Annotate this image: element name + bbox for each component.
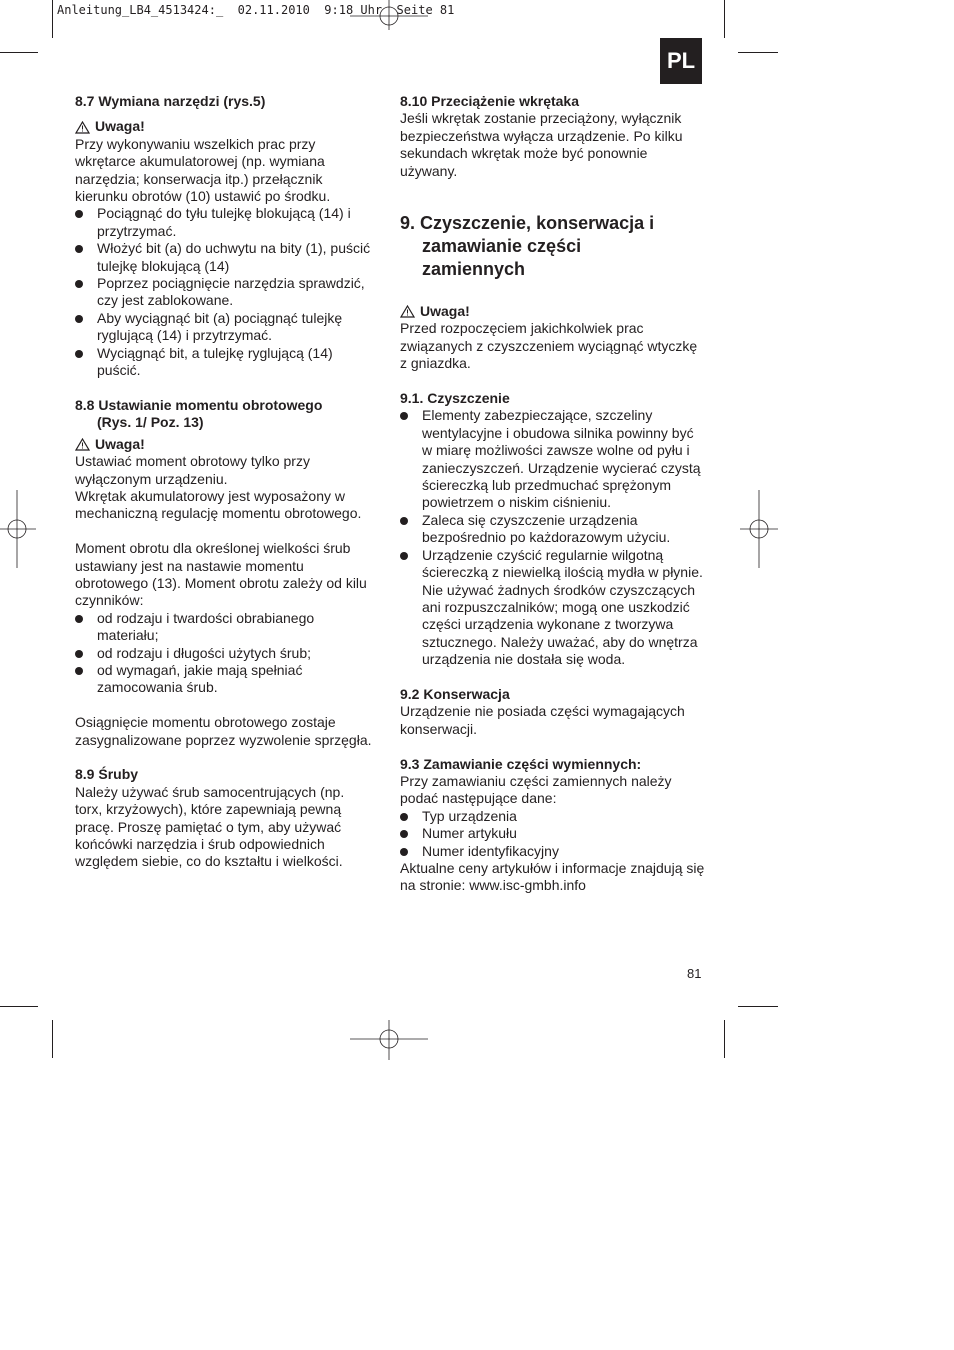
bullet-list	[75, 205, 375, 379]
paragraph: Osiągnięcie momentu obrotowego zostaje zasygnalizowane poprzez wyzwolenie sprzęgła.	[75, 714, 372, 748]
warning-label: Uwaga!	[400, 303, 705, 320]
paragraph: Ustawiać moment obrotowy tylko przy wyłączonym urządzeniu.	[75, 453, 310, 487]
section-title: 9.2 Konserwacja	[400, 685, 510, 702]
list-item: Aby wyciągnąć bit (a) pociągnąć tulejkę ryglującą (14) i przytrzymać.	[75, 310, 375, 345]
list-item: Włożyć bit (a) do uchwytu na bity (1), puścić tulejkę blokującą (14)	[75, 240, 375, 275]
registration-mark-icon	[350, 0, 428, 30]
bullet-icon	[75, 667, 83, 675]
paragraph: Wkrętak akumulatorowy jest wyposażony w mechaniczną regulację momentu obrotowego.	[75, 487, 362, 522]
warning-triangle-icon	[75, 438, 90, 451]
section-title: 9.1. Czyszczenie	[400, 390, 510, 407]
list-item: od rodzaju i długości użytych śrub;	[75, 645, 375, 662]
crop-mark	[724, 1020, 725, 1058]
bullet-icon	[400, 813, 408, 821]
list-item: Poprzez pociągnięcie narzędzia sprawdzić, czy jest zablokowane.	[75, 275, 375, 310]
paragraph: Przed rozpoczęciem jakichkolwiek prac związanych z czyszczeniem wyciągnąć wtyczkę z gniazdka.	[400, 320, 698, 372]
paragraph: Jeśli wkrętak zostanie przeciążony, wyłącznik bezpieczeństwa wyłącza urządzenie. Po kilku sekundach wkrętak może być ponownie używany.	[400, 110, 683, 179]
bullet-icon	[400, 552, 408, 560]
warning-triangle-icon	[75, 121, 90, 134]
paragraph: Przy zamawianiu części zamiennych należy podać następujące dane:	[400, 772, 672, 807]
bullet-icon	[75, 615, 83, 623]
bullet-icon	[75, 350, 83, 358]
bullet-icon	[75, 245, 83, 253]
section-title: 9.3 Zamawianie części wymiennych:	[400, 755, 642, 772]
section-title-continued: (Rys. 1/ Poz. 13)	[97, 414, 204, 431]
section-title: 8.7 Wymiana narzędzi (rys.5)	[75, 93, 266, 109]
crop-mark	[52, 1020, 53, 1058]
bullet-icon	[400, 517, 408, 525]
bullet-icon	[75, 210, 83, 218]
crop-mark	[738, 52, 778, 53]
warning-label: Uwaga!	[75, 118, 375, 135]
list-item: Wyciągnąć bit, a tulejkę ryglującą (14) puścić.	[75, 345, 375, 380]
list-item: od rodzaju i twardości obrabianego materiału;	[75, 610, 375, 645]
page-number: 81	[687, 966, 702, 981]
registration-mark-icon	[350, 1020, 428, 1060]
chapter-title-continued: zamiennych	[422, 259, 526, 280]
left-column	[75, 93, 375, 871]
bullet-list	[400, 407, 705, 668]
bullet-list	[75, 610, 375, 697]
registration-mark-icon	[0, 490, 36, 568]
list-item: Urządzenie czyścić regularnie wilgotną ściereczką z niewielką ilością mydła w płynie. Nie używać żadnych środków czyszczących ani rozpuszczalników; mogą one uszkodzić części urządzenia wykonane z tworzywa sztucznego. Należy uważać, aby do wnętrza urządzenia nie dostała się woda.	[400, 547, 705, 669]
bullet-icon	[75, 315, 83, 323]
list-item: od wymagań, jakie mają spełniać zamocowania śrub.	[75, 662, 375, 697]
language-badge: PL	[660, 38, 702, 84]
print-slug: Anleitung_LB4_4513424:_ 02.11.2010 9:18 Uhr Seite 81	[57, 3, 455, 17]
bullet-icon	[75, 280, 83, 288]
paragraph: Moment obrotu dla określonej wielkości śrub ustawiany jest na nastawie momentu obrotowego (13). Moment obrotu zależy od kilu czynników:	[75, 540, 367, 609]
crop-mark	[738, 1006, 778, 1007]
bullet-icon	[75, 650, 83, 658]
bullet-icon	[400, 848, 408, 856]
section-title: 8.8 Ustawianie momentu obrotowego	[75, 396, 323, 413]
paragraph: Urządzenie nie posiada części wymagających konserwacji.	[400, 703, 685, 737]
list-item: Numer identyfikacyjny	[400, 843, 705, 860]
warning-triangle-icon	[400, 305, 415, 318]
list-item: Elementy zabezpieczające, szczeliny wentylacyjne i obudowa silnika powinny być w miarę możliwości zawsze wolne od pyłu i zanieczyszczeń. Urządzenie wycierać czystą ściereczką lub przedmuchać sprężonym powietrzem o niskim ciśnieniu.	[400, 407, 705, 511]
crop-mark	[0, 1006, 38, 1007]
paragraph: Aktualne ceny artykułów i informacje znajdują się na stronie: www.isc-gmbh.info	[400, 859, 705, 894]
paragraph: Należy używać śrub samocentrujących (np. torx, krzyżowych), które zapewniają pewną pracę. Proszę pamiętać o tym, aby używać końcówki narzędzia i śrub odpowiednich względem siebie, co do kształtu i wielkości.	[75, 783, 345, 870]
list-item: Zaleca się czyszczenie urządzenia bezpośrednio po każdorazowym użyciu.	[400, 512, 705, 547]
bullet-icon	[400, 830, 408, 838]
bullet-icon	[400, 412, 408, 420]
list-item: Numer artykułu	[400, 825, 705, 842]
bullet-list	[400, 808, 705, 860]
section-title: 8.10 Przeciążenie wkrętaka	[400, 93, 580, 109]
registration-mark-icon	[740, 490, 778, 568]
crop-mark	[0, 52, 38, 53]
chapter-title: 9. Czyszczenie, konserwacja i	[400, 213, 655, 234]
list-item: Typ urządzenia	[400, 808, 705, 825]
chapter-title-continued: zamawianie części	[422, 236, 582, 257]
right-column	[400, 93, 705, 895]
crop-mark	[52, 0, 53, 38]
list-item: Pociągnąć do tyłu tulejkę blokującą (14) i przytrzymać.	[75, 205, 375, 240]
paragraph: Przy wykonywaniu wszelkich prac przy wkrętarce akumulatorowej (np. wymiana narzędzia; konserwacja itp.) przełącznik kierunku obrotów (10) ustawić po środku.	[75, 135, 331, 205]
crop-mark	[724, 0, 725, 38]
section-title: 8.9 Śruby	[75, 766, 139, 783]
warning-label: Uwaga!	[75, 436, 375, 453]
